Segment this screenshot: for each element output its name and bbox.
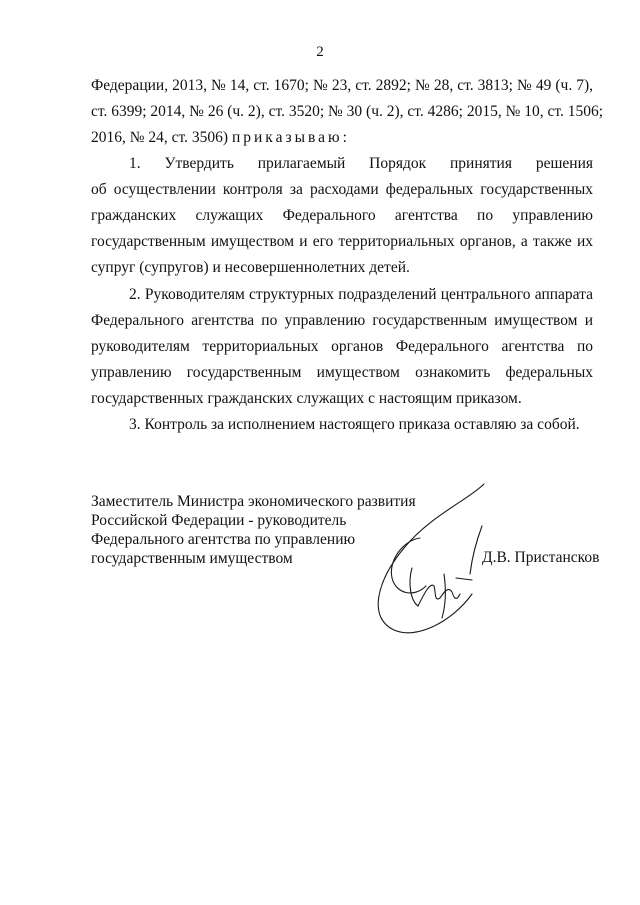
handwritten-signature-icon bbox=[360, 482, 500, 642]
text-line: супруг (супругов) и несовершеннолетних детей. bbox=[91, 259, 410, 276]
position-line: Федерального агентства по управлению bbox=[91, 531, 356, 548]
text-line: 2. Руководителям структурных подразделений центрального аппарата bbox=[129, 286, 593, 303]
position-line: Российской Федерации - руководитель bbox=[91, 512, 347, 529]
text-line: об осуществлении контроля за расходами федеральных государственных bbox=[91, 181, 593, 198]
text-line: 3. Контроль за исполнением настоящего приказа оставляю за собой. bbox=[129, 416, 580, 433]
text-line: руководителям территориальных органов Федерального агентства по bbox=[91, 338, 593, 355]
order-item-2 bbox=[91, 282, 593, 412]
order-preamble bbox=[91, 73, 604, 151]
text-line: 1. Утвердить прилагаемый Порядок принятия решения bbox=[129, 155, 593, 172]
order-verb: приказываю: bbox=[231, 129, 350, 146]
text-line: Федерации, 2013, № 14, ст. 1670; № 23, ст. 2892; № 28, ст. 3813; № 49 (ч. 7), bbox=[91, 77, 593, 94]
position-line: Заместитель Министра экономического развития bbox=[91, 493, 416, 510]
text-line: ст. 6399; 2014, № 26 (ч. 2), ст. 3520; № 30 (ч. 2), ст. 4286; 2015, № 10, ст. 1506; bbox=[91, 103, 604, 120]
text-line: государственных гражданских служащих с настоящим приказом. bbox=[91, 390, 522, 407]
text-line: государственным имуществом и его территориальных органов, а также их bbox=[91, 233, 593, 250]
text-line: управлению государственным имуществом ознакомить федеральных bbox=[91, 364, 593, 381]
order-item-1 bbox=[91, 151, 593, 281]
text-line: гражданских служащих Федерального агентства по управлению bbox=[91, 207, 593, 224]
text-line bbox=[91, 125, 593, 151]
legal-citation-end: 2016, № 24, ст. 3506) bbox=[91, 129, 229, 146]
position-line: государственным имуществом bbox=[91, 550, 293, 567]
signer-name: Д.В. Пристансков bbox=[482, 549, 600, 566]
order-item-3 bbox=[91, 412, 593, 438]
text-line: Федерального агентства по управлению государственным имуществом и bbox=[91, 312, 593, 329]
page-number: 2 bbox=[316, 44, 324, 60]
